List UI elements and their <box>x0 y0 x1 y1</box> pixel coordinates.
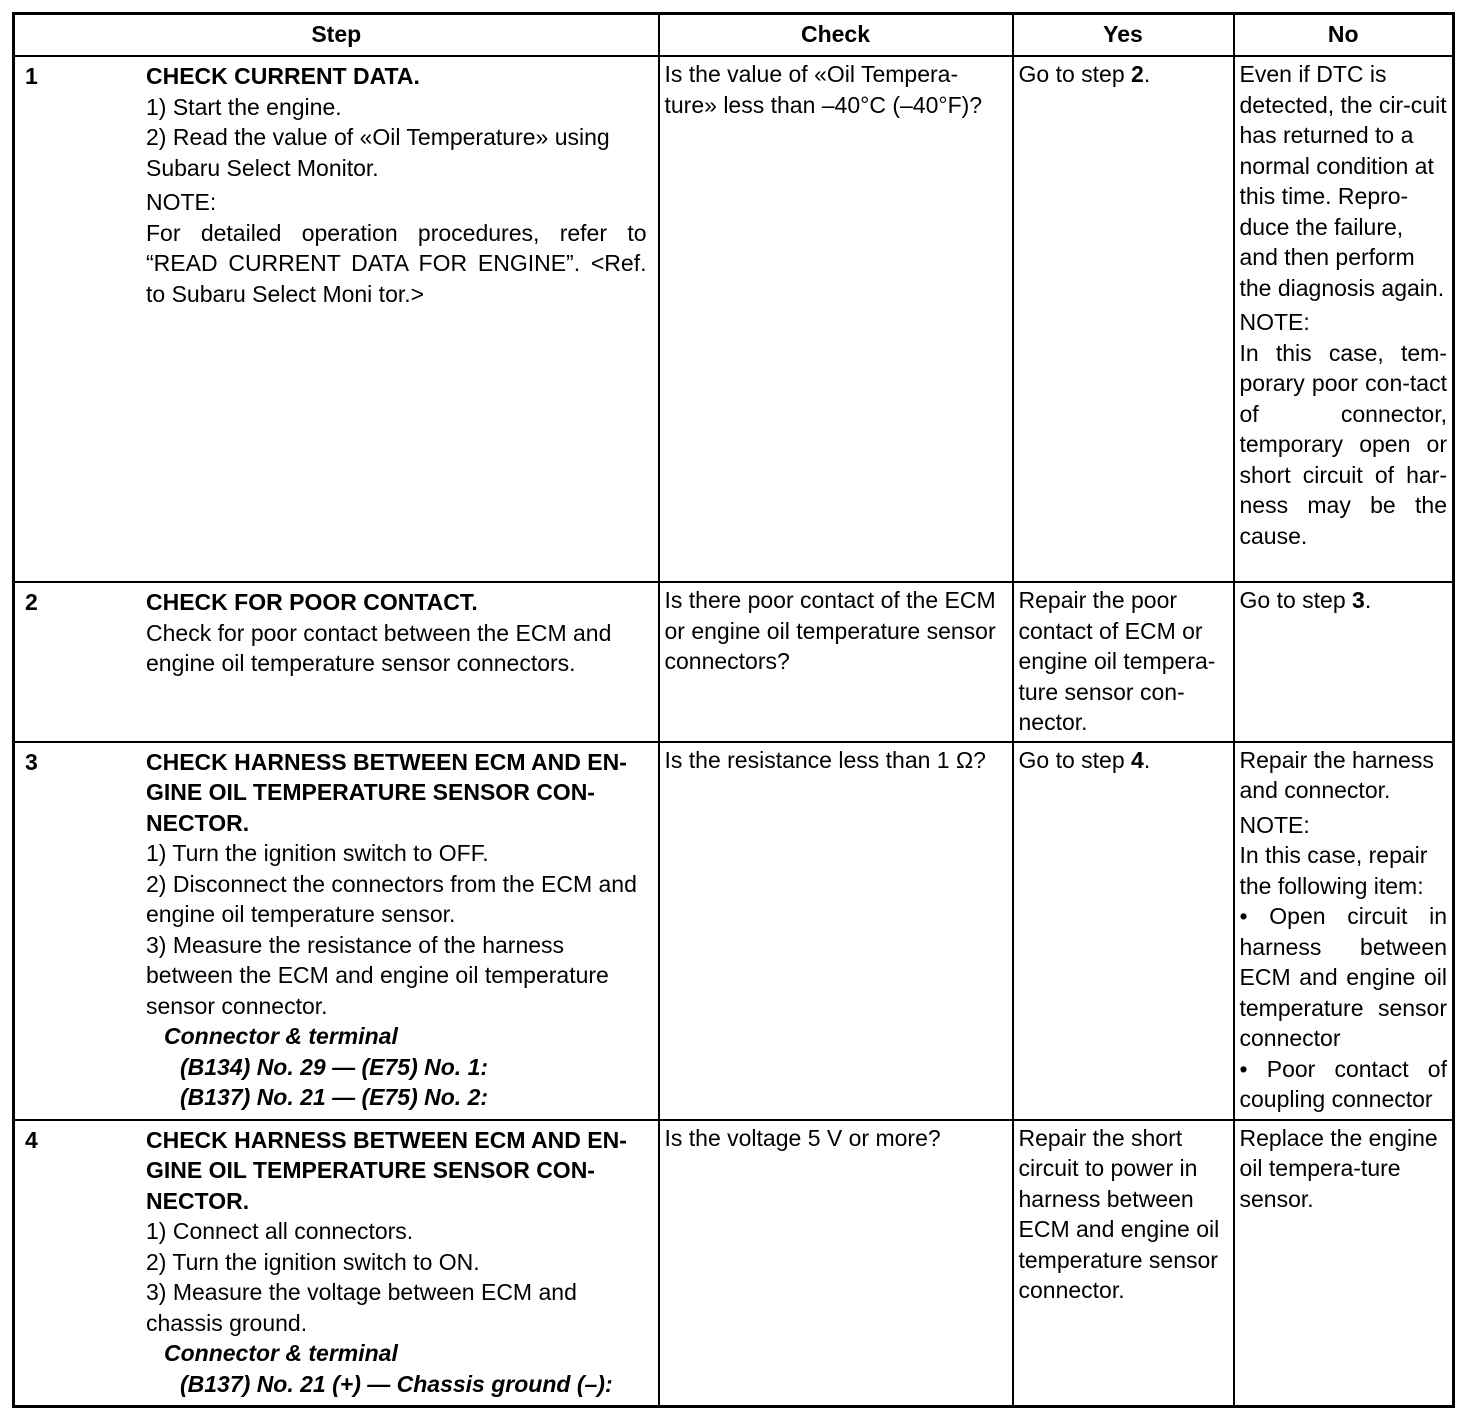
no-note-text: In this case, repair the following item: <box>1239 842 1428 899</box>
step-number: 3 <box>25 748 38 775</box>
step-number: 4 <box>25 1126 38 1153</box>
no-cell <box>1234 56 1454 582</box>
check-text: Is there poor contact of the ECM or engine oil temperature sensor connectors? <box>664 587 996 674</box>
step-title: CHECK CURRENT DATA. <box>146 63 420 89</box>
step-instruction: 3) Measure the resistance of the harness between the ECM and engine oil temperature sensor connector. <box>146 931 609 1019</box>
yes-cell <box>1013 1120 1234 1407</box>
check-text: Is the voltage 5 V or more? <box>664 1124 941 1151</box>
note-text: For detailed operation procedures, refer to “READ CURRENT DATA FOR ENGINE”. <Ref. to Subaru Select Moni tor.> <box>146 219 647 307</box>
yes-text: Repair the poor contact of ECM or engine oil tempera-ture sensor con-nector. <box>1018 587 1216 735</box>
step-cell <box>14 1120 659 1407</box>
connector-terminal-item: (B137) No. 21 — (E75) No. 2: <box>180 1084 489 1110</box>
step-cell <box>14 56 659 582</box>
yes-step-ref: 4 <box>1131 746 1144 773</box>
check-cell <box>659 1120 1013 1407</box>
connector-terminal-label: Connector & terminal <box>164 1340 398 1366</box>
yes-prefix: Go to step <box>1018 61 1132 87</box>
step-cell <box>14 742 659 1120</box>
step-instruction: 2) Read the value of «Oil Temperature» using Subaru Select Monitor. <box>146 124 610 181</box>
step-instruction: 2) Turn the ignition switch to ON. <box>146 1248 480 1275</box>
no-text: Replace the engine oil tempera-ture sensor. <box>1239 1124 1438 1212</box>
no-suffix: . <box>1364 587 1372 613</box>
connector-terminal-label: Connector & terminal <box>164 1023 398 1049</box>
yes-text: Repair the short circuit to power in harness between ECM and engine oil temperature sensor connector. <box>1018 1124 1220 1303</box>
diagnostic-table <box>12 12 1455 1408</box>
yes-suffix: . <box>1143 746 1151 773</box>
note-label: NOTE: <box>146 189 217 215</box>
header-step: Step <box>14 14 659 57</box>
yes-cell <box>1013 742 1234 1120</box>
check-cell <box>659 742 1013 1120</box>
no-note-label: NOTE: <box>1239 811 1310 838</box>
step-title: CHECK HARNESS BETWEEN ECM AND EN-GINE OIL TEMPERATURE SENSOR CON-NECTOR. <box>146 748 627 836</box>
header-yes: Yes <box>1013 14 1234 57</box>
step-cell <box>14 582 659 742</box>
step-number: 1 <box>25 63 38 89</box>
check-text: Is the resistance less than 1 Ω? <box>664 746 986 773</box>
table-row <box>14 1120 1454 1407</box>
no-cell <box>1234 742 1454 1120</box>
yes-cell <box>1013 582 1234 742</box>
step-title: CHECK FOR POOR CONTACT. <box>146 589 478 615</box>
yes-suffix: . <box>1143 61 1151 87</box>
no-cell <box>1234 582 1454 742</box>
check-cell <box>659 56 1013 582</box>
no-note-text: In this case, tem-porary poor con-tact of connector, temporary open or short circuit of har-ness may be the cause. <box>1239 339 1447 549</box>
table-row <box>14 742 1454 1120</box>
step-instruction: 3) Measure the voltage between ECM and chassis ground. <box>146 1279 577 1336</box>
no-prefix: Go to step <box>1239 587 1353 613</box>
yes-step-ref: 2 <box>1131 61 1144 87</box>
header-check: Check <box>659 14 1013 57</box>
no-step-ref: 3 <box>1352 587 1365 613</box>
no-cell <box>1234 1120 1454 1407</box>
header-no: No <box>1234 14 1454 57</box>
no-bullet-item: • Poor contact of coupling connector <box>1239 1055 1447 1112</box>
connector-terminal-item: (B134) No. 29 — (E75) No. 1: <box>180 1053 489 1080</box>
check-cell <box>659 582 1013 742</box>
connector-terminal-item: (B137) No. 21 (+) — Chassis ground (–): <box>180 1370 613 1397</box>
step-instruction: 1) Connect all connectors. <box>146 1218 414 1244</box>
yes-cell <box>1013 56 1234 582</box>
no-bullet-item: • Open circuit in harness between ECM and engine oil temperature sensor connector <box>1239 903 1447 1051</box>
no-note-label: NOTE: <box>1239 309 1310 335</box>
step-number: 2 <box>25 589 38 615</box>
step-instruction: 1) Turn the ignition switch to OFF. <box>146 840 489 866</box>
step-instruction: Check for poor contact between the ECM and engine oil temperature sensor connectors. <box>146 619 612 676</box>
step-title: CHECK HARNESS BETWEEN ECM AND EN-GINE OIL TEMPERATURE SENSOR CON-NECTOR. <box>146 1126 627 1214</box>
step-instruction: 2) Disconnect the connectors from the ECM and engine oil temperature sensor. <box>146 870 637 927</box>
step-instruction: 1) Start the engine. <box>146 93 342 120</box>
yes-prefix: Go to step <box>1018 746 1132 773</box>
header-row <box>14 14 1454 57</box>
no-text: Repair the harness and connector. <box>1239 746 1434 803</box>
check-text: Is the value of «Oil Tempera-ture» less than –40°C (–40°F)? <box>664 61 983 118</box>
table-row <box>14 56 1454 582</box>
no-text: Even if DTC is detected, the cir-cuit has returned to a normal condition at this time. Repro-duce the failure, and then perform the diagnosis again. <box>1239 61 1447 301</box>
table-row <box>14 582 1454 742</box>
